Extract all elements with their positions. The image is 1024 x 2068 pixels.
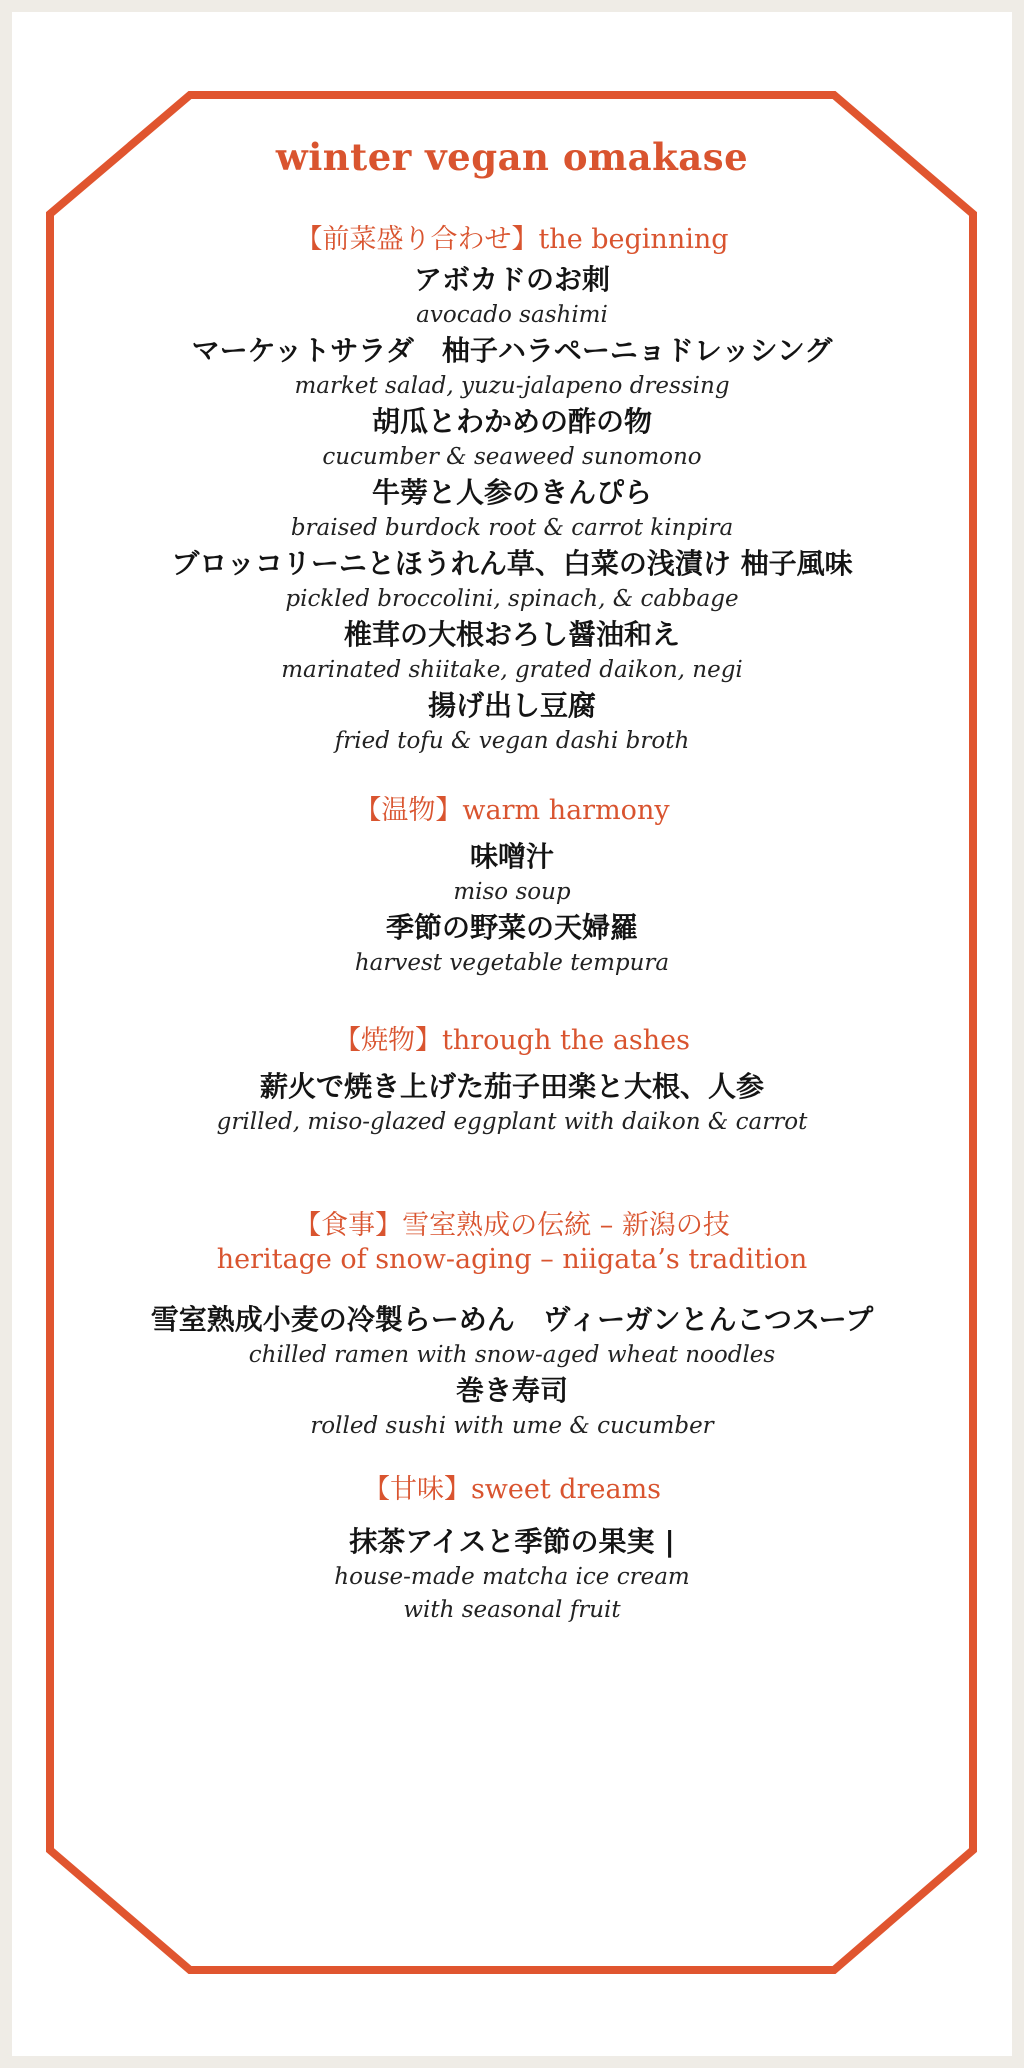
section-heading-jp: 【甘味】 (362, 1474, 471, 1505)
dish-name-jp: 椎茸の大根おろし醤油和え (343, 618, 680, 651)
text-cursor: | (664, 1525, 675, 1558)
dish-name-en: marinated shiitake, grated daikon, negi (281, 657, 743, 683)
dish-name-en: cucumber & seaweed sunomono (322, 444, 702, 470)
section-heading (130, 1473, 894, 1507)
dish-name-en: avocado sashimi (416, 302, 608, 328)
section-heading-jp: 【食事】雪室熟成の伝統 – 新潟の技 (294, 1210, 730, 1241)
dish-name-en: grilled, miso-glazed eggplant with daikon & carrot (216, 1109, 808, 1135)
dish-name-jp: アボカドのお刺 (413, 263, 610, 296)
dish-name-jp: 季節の野菜の天婦羅 (385, 911, 638, 944)
dish-name-en: miso soup (453, 879, 571, 905)
dish-name-en: braised burdock root & carrot kinpira (290, 515, 734, 541)
dish (130, 545, 894, 616)
section-heading-en: the beginning (538, 224, 729, 255)
dish-name-jp: マーケットサラダ 柚子ハラペーニョドレッシング (191, 334, 833, 367)
dish-name-jp: 薪火で焼き上げた茄子田楽と大根、人参 (259, 1070, 764, 1103)
dish-name-jp: 牛蒡と人参のきんぴら (371, 476, 652, 509)
dish (130, 1523, 894, 1627)
dish-name-jp: 胡瓜とわかめの酢の物 (371, 405, 652, 438)
dish-name-en: house-made matcha ice cream (334, 1564, 690, 1590)
dish (130, 616, 894, 687)
dish-name-jp: 雪室熟成小麦の冷製らーめん ヴィーガンとんこつスープ (150, 1303, 874, 1336)
dish (130, 838, 894, 909)
dish-name-en: fried tofu & vegan dashi broth (334, 728, 690, 754)
dish-name-jp-text: 抹茶アイスと季節の果実 (349, 1525, 655, 1558)
dish-name-en: market salad, yuzu-jalapeno dressing (294, 373, 730, 399)
section-heading-en: sweet dreams (470, 1474, 662, 1505)
section-heading-jp: 【焼物】 (333, 1025, 442, 1056)
dish-name-jp: 味噌汁 (469, 840, 554, 873)
dish (130, 1372, 894, 1443)
dish (130, 687, 894, 758)
section-grill (130, 1024, 894, 1139)
menu-content (130, 135, 894, 1627)
section-heading-jp: 【前菜盛り合わせ】 (295, 224, 539, 255)
dish (130, 1068, 894, 1139)
section-heading (130, 223, 894, 257)
dish-name-en: rolled sushi with ume & cucumber (310, 1413, 714, 1439)
section-sweet (130, 1473, 894, 1627)
dish-name-en: with seasonal fruit (403, 1597, 621, 1623)
menu-title: winter vegan omakase (275, 135, 749, 179)
dish (130, 332, 894, 403)
dish (130, 261, 894, 332)
section-warm (130, 794, 894, 980)
dish-name-jp: 揚げ出し豆腐 (427, 689, 596, 722)
section-heading-en: warm harmony (462, 795, 670, 826)
dish (130, 1301, 894, 1372)
dish-name-en: chilled ramen with snow-aged wheat noodles (248, 1342, 776, 1368)
section-starter (130, 223, 894, 758)
section-heading-jp: 【温物】 (354, 795, 463, 826)
section-heading-en: heritage of snow-aging – niigata’s tradition (216, 1244, 808, 1275)
dish (130, 909, 894, 980)
dish-name-en: pickled broccolini, spinach, & cabbage (285, 586, 739, 612)
dish-name-en: harvest vegetable tempura (354, 950, 670, 976)
dish-name-jp (130, 1523, 894, 1561)
section-heading (130, 1024, 894, 1058)
dish (130, 403, 894, 474)
dish (130, 474, 894, 545)
dish-name-jp: ブロッコリーニとほうれん草、白菜の浅漬け 柚子風味 (171, 547, 853, 580)
dish-name-jp: 巻き寿司 (455, 1374, 568, 1407)
section-heading-en: through the ashes (441, 1025, 691, 1056)
section-meal (130, 1209, 894, 1443)
section-heading (130, 794, 894, 828)
